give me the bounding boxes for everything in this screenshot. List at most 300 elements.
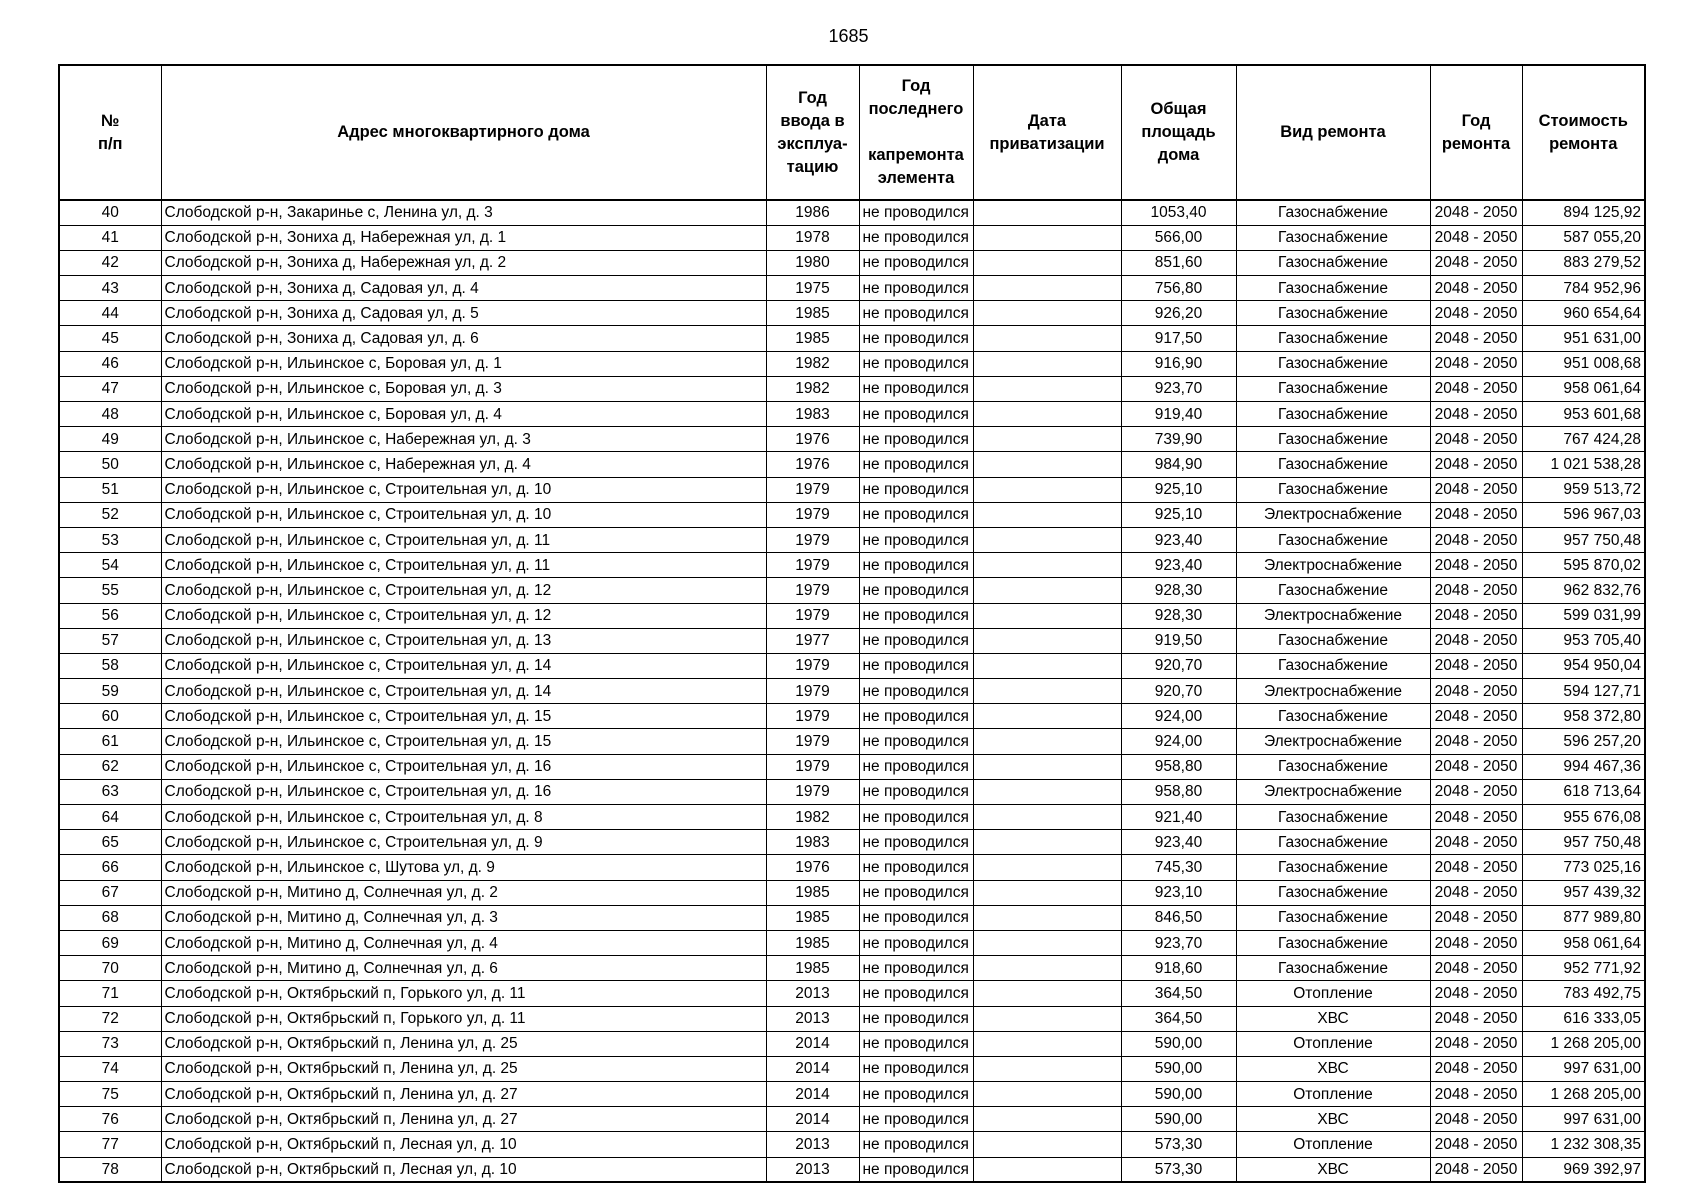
cost-cell: 957 750,48 bbox=[1522, 830, 1645, 855]
privatization-cell bbox=[973, 805, 1121, 830]
cost-cell: 962 832,76 bbox=[1522, 578, 1645, 603]
row-number-cell: 61 bbox=[59, 729, 161, 754]
repair-years-cell: 2048 - 2050 bbox=[1430, 981, 1522, 1006]
cost-cell: 953 705,40 bbox=[1522, 628, 1645, 653]
cost-cell: 587 055,20 bbox=[1522, 225, 1645, 250]
row-number-cell: 62 bbox=[59, 754, 161, 779]
table-row bbox=[59, 805, 1645, 830]
cost-cell: 959 513,72 bbox=[1522, 477, 1645, 502]
table-row bbox=[59, 452, 1645, 477]
repair-years-cell: 2048 - 2050 bbox=[1430, 276, 1522, 301]
year-built-cell: 1982 bbox=[766, 351, 859, 376]
address-cell: Слободской р-н, Ильинское с, Строительная ул, д. 16 bbox=[161, 779, 766, 804]
year-built-cell: 2014 bbox=[766, 1107, 859, 1132]
table-row bbox=[59, 1157, 1645, 1182]
address-cell: Слободской р-н, Зониха д, Садовая ул, д. 6 bbox=[161, 326, 766, 351]
table-row bbox=[59, 1082, 1645, 1107]
repair-years-cell: 2048 - 2050 bbox=[1430, 452, 1522, 477]
repair-years-cell: 2048 - 2050 bbox=[1430, 628, 1522, 653]
repair-years-cell: 2048 - 2050 bbox=[1430, 880, 1522, 905]
area-cell: 926,20 bbox=[1121, 301, 1236, 326]
last-repair-cell: не проводился bbox=[859, 930, 973, 955]
year-built-cell: 2014 bbox=[766, 1056, 859, 1081]
last-repair-cell: не проводился bbox=[859, 704, 973, 729]
address-cell: Слободской р-н, Ильинское с, Строительная ул, д. 8 bbox=[161, 805, 766, 830]
repair-type-cell: Газоснабжение bbox=[1236, 402, 1430, 427]
cost-cell: 596 967,03 bbox=[1522, 502, 1645, 527]
address-cell: Слободской р-н, Ильинское с, Строительная ул, д. 13 bbox=[161, 628, 766, 653]
row-number-cell: 64 bbox=[59, 805, 161, 830]
cost-cell: 952 771,92 bbox=[1522, 956, 1645, 981]
last-repair-cell: не проводился bbox=[859, 956, 973, 981]
last-repair-cell: не проводился bbox=[859, 376, 973, 401]
table-row bbox=[59, 653, 1645, 678]
repair-years-cell: 2048 - 2050 bbox=[1430, 402, 1522, 427]
privatization-cell bbox=[973, 452, 1121, 477]
row-number-cell: 71 bbox=[59, 981, 161, 1006]
repair-type-cell: ХВС bbox=[1236, 1107, 1430, 1132]
area-cell: 590,00 bbox=[1121, 1082, 1236, 1107]
privatization-cell bbox=[973, 956, 1121, 981]
row-number-cell: 44 bbox=[59, 301, 161, 326]
repair-type-cell: Газоснабжение bbox=[1236, 578, 1430, 603]
area-cell: 923,10 bbox=[1121, 880, 1236, 905]
year-built-cell: 2014 bbox=[766, 1082, 859, 1107]
address-cell: Слободской р-н, Зониха д, Набережная ул, д. 1 bbox=[161, 225, 766, 250]
address-cell: Слободской р-н, Ильинское с, Боровая ул, д. 3 bbox=[161, 376, 766, 401]
repair-years-cell: 2048 - 2050 bbox=[1430, 1157, 1522, 1182]
last-repair-cell: не проводился bbox=[859, 905, 973, 930]
year-built-cell: 1979 bbox=[766, 502, 859, 527]
repair-registry-table bbox=[58, 64, 1646, 1183]
table-row bbox=[59, 276, 1645, 301]
table-row bbox=[59, 729, 1645, 754]
repair-type-cell: Газоснабжение bbox=[1236, 880, 1430, 905]
table-row bbox=[59, 779, 1645, 804]
repair-years-cell: 2048 - 2050 bbox=[1430, 679, 1522, 704]
cost-cell: 596 257,20 bbox=[1522, 729, 1645, 754]
row-number-cell: 53 bbox=[59, 527, 161, 552]
row-number-cell: 56 bbox=[59, 603, 161, 628]
repair-years-cell: 2048 - 2050 bbox=[1430, 1031, 1522, 1056]
page-number: 1685 bbox=[828, 26, 869, 46]
repair-years-cell: 2048 - 2050 bbox=[1430, 502, 1522, 527]
area-cell: 566,00 bbox=[1121, 225, 1236, 250]
address-cell: Слободской р-н, Ильинское с, Строительная ул, д. 14 bbox=[161, 679, 766, 704]
cost-cell: 1 268 205,00 bbox=[1522, 1082, 1645, 1107]
cost-cell: 957 750,48 bbox=[1522, 527, 1645, 552]
last-repair-cell: не проводился bbox=[859, 200, 973, 225]
repair-years-cell: 2048 - 2050 bbox=[1430, 930, 1522, 955]
last-repair-cell: не проводился bbox=[859, 527, 973, 552]
table-row bbox=[59, 250, 1645, 275]
year-built-cell: 1979 bbox=[766, 653, 859, 678]
repair-type-cell: Отопление bbox=[1236, 1031, 1430, 1056]
repair-type-cell: Газоснабжение bbox=[1236, 830, 1430, 855]
repair-years-cell: 2048 - 2050 bbox=[1430, 1107, 1522, 1132]
address-cell: Слободской р-н, Ильинское с, Строительная ул, д. 16 bbox=[161, 754, 766, 779]
row-number-cell: 41 bbox=[59, 225, 161, 250]
table-row bbox=[59, 376, 1645, 401]
last-repair-cell: не проводился bbox=[859, 628, 973, 653]
repair-years-cell: 2048 - 2050 bbox=[1430, 855, 1522, 880]
repair-type-cell: Газоснабжение bbox=[1236, 376, 1430, 401]
table-row bbox=[59, 1107, 1645, 1132]
area-cell: 590,00 bbox=[1121, 1031, 1236, 1056]
privatization-cell bbox=[973, 628, 1121, 653]
area-cell: 918,60 bbox=[1121, 956, 1236, 981]
area-cell: 920,70 bbox=[1121, 653, 1236, 678]
last-repair-cell: не проводился bbox=[859, 830, 973, 855]
row-number-cell: 73 bbox=[59, 1031, 161, 1056]
row-number-cell: 68 bbox=[59, 905, 161, 930]
address-cell: Слободской р-н, Закаринье с, Ленина ул, д. 3 bbox=[161, 200, 766, 225]
address-cell: Слободской р-н, Митино д, Солнечная ул, д. 2 bbox=[161, 880, 766, 905]
row-number-cell: 57 bbox=[59, 628, 161, 653]
repair-type-cell: Отопление bbox=[1236, 1132, 1430, 1157]
table-row bbox=[59, 225, 1645, 250]
address-cell: Слободской р-н, Октябрьский п, Лесная ул, д. 10 bbox=[161, 1157, 766, 1182]
repair-years-cell: 2048 - 2050 bbox=[1430, 704, 1522, 729]
area-cell: 923,40 bbox=[1121, 553, 1236, 578]
table-row bbox=[59, 1031, 1645, 1056]
table-row bbox=[59, 578, 1645, 603]
year-built-cell: 1976 bbox=[766, 452, 859, 477]
cost-cell: 997 631,00 bbox=[1522, 1056, 1645, 1081]
repair-type-cell: Газоснабжение bbox=[1236, 452, 1430, 477]
repair-type-cell: Газоснабжение bbox=[1236, 250, 1430, 275]
year-built-cell: 1979 bbox=[766, 527, 859, 552]
area-cell: 928,30 bbox=[1121, 603, 1236, 628]
table-row bbox=[59, 351, 1645, 376]
cost-cell: 994 467,36 bbox=[1522, 754, 1645, 779]
table-row bbox=[59, 930, 1645, 955]
row-number-cell: 48 bbox=[59, 402, 161, 427]
address-cell: Слободской р-н, Зониха д, Садовая ул, д. 5 bbox=[161, 301, 766, 326]
year-built-cell: 1978 bbox=[766, 225, 859, 250]
table-row bbox=[59, 855, 1645, 880]
year-built-cell: 2013 bbox=[766, 1157, 859, 1182]
repair-type-cell: Электроснабжение bbox=[1236, 729, 1430, 754]
privatization-cell bbox=[973, 1157, 1121, 1182]
row-number-cell: 66 bbox=[59, 855, 161, 880]
last-repair-cell: не проводился bbox=[859, 855, 973, 880]
area-cell: 924,00 bbox=[1121, 704, 1236, 729]
cost-cell: 784 952,96 bbox=[1522, 276, 1645, 301]
repair-type-cell: Электроснабжение bbox=[1236, 603, 1430, 628]
last-repair-cell: не проводился bbox=[859, 578, 973, 603]
area-cell: 590,00 bbox=[1121, 1056, 1236, 1081]
repair-type-cell: Электроснабжение bbox=[1236, 502, 1430, 527]
header-cell-year-built: Год ввода в эксплуа- тацию bbox=[766, 65, 859, 200]
repair-years-cell: 2048 - 2050 bbox=[1430, 200, 1522, 225]
row-number-cell: 70 bbox=[59, 956, 161, 981]
address-cell: Слободской р-н, Ильинское с, Строительная ул, д. 10 bbox=[161, 477, 766, 502]
table-row bbox=[59, 956, 1645, 981]
area-cell: 923,40 bbox=[1121, 527, 1236, 552]
row-number-cell: 59 bbox=[59, 679, 161, 704]
privatization-cell bbox=[973, 250, 1121, 275]
header-cell-address: Адрес многоквартирного дома bbox=[161, 65, 766, 200]
repair-type-cell: Газоснабжение bbox=[1236, 276, 1430, 301]
area-cell: 984,90 bbox=[1121, 452, 1236, 477]
last-repair-cell: не проводился bbox=[859, 1006, 973, 1031]
repair-type-cell: ХВС bbox=[1236, 1006, 1430, 1031]
privatization-cell bbox=[973, 679, 1121, 704]
table-row bbox=[59, 301, 1645, 326]
address-cell: Слободской р-н, Ильинское с, Строительная ул, д. 12 bbox=[161, 578, 766, 603]
repair-type-cell: Отопление bbox=[1236, 1082, 1430, 1107]
year-built-cell: 1979 bbox=[766, 704, 859, 729]
row-number-cell: 60 bbox=[59, 704, 161, 729]
area-cell: 573,30 bbox=[1121, 1157, 1236, 1182]
row-number-cell: 72 bbox=[59, 1006, 161, 1031]
cost-cell: 958 061,64 bbox=[1522, 376, 1645, 401]
repair-type-cell: Электроснабжение bbox=[1236, 779, 1430, 804]
repair-years-cell: 2048 - 2050 bbox=[1430, 376, 1522, 401]
year-built-cell: 1985 bbox=[766, 880, 859, 905]
privatization-cell bbox=[973, 351, 1121, 376]
privatization-cell bbox=[973, 981, 1121, 1006]
header-row bbox=[59, 65, 1645, 200]
repair-years-cell: 2048 - 2050 bbox=[1430, 250, 1522, 275]
table-row bbox=[59, 502, 1645, 527]
last-repair-cell: не проводился bbox=[859, 1082, 973, 1107]
row-number-cell: 76 bbox=[59, 1107, 161, 1132]
privatization-cell bbox=[973, 1082, 1121, 1107]
last-repair-cell: не проводился bbox=[859, 729, 973, 754]
row-number-cell: 52 bbox=[59, 502, 161, 527]
privatization-cell bbox=[973, 427, 1121, 452]
repair-type-cell: Газоснабжение bbox=[1236, 905, 1430, 930]
repair-type-cell: Газоснабжение bbox=[1236, 930, 1430, 955]
privatization-cell bbox=[973, 553, 1121, 578]
area-cell: 919,40 bbox=[1121, 402, 1236, 427]
repair-type-cell: Газоснабжение bbox=[1236, 225, 1430, 250]
last-repair-cell: не проводился bbox=[859, 402, 973, 427]
address-cell: Слободской р-н, Ильинское с, Набережная ул, д. 3 bbox=[161, 427, 766, 452]
privatization-cell bbox=[973, 1006, 1121, 1031]
row-number-cell: 54 bbox=[59, 553, 161, 578]
repair-type-cell: ХВС bbox=[1236, 1157, 1430, 1182]
table-row bbox=[59, 553, 1645, 578]
year-built-cell: 1979 bbox=[766, 578, 859, 603]
table-row bbox=[59, 402, 1645, 427]
address-cell: Слободской р-н, Октябрьский п, Ленина ул, д. 27 bbox=[161, 1082, 766, 1107]
address-cell: Слободской р-н, Ильинское с, Боровая ул, д. 1 bbox=[161, 351, 766, 376]
last-repair-cell: не проводился bbox=[859, 351, 973, 376]
cost-cell: 958 372,80 bbox=[1522, 704, 1645, 729]
last-repair-cell: не проводился bbox=[859, 225, 973, 250]
year-built-cell: 1982 bbox=[766, 805, 859, 830]
privatization-cell bbox=[973, 1132, 1121, 1157]
table-row bbox=[59, 200, 1645, 225]
cost-cell: 783 492,75 bbox=[1522, 981, 1645, 1006]
repair-years-cell: 2048 - 2050 bbox=[1430, 427, 1522, 452]
table-row bbox=[59, 880, 1645, 905]
area-cell: 917,50 bbox=[1121, 326, 1236, 351]
area-cell: 958,80 bbox=[1121, 754, 1236, 779]
area-cell: 925,10 bbox=[1121, 477, 1236, 502]
area-cell: 919,50 bbox=[1121, 628, 1236, 653]
year-built-cell: 2013 bbox=[766, 1006, 859, 1031]
cost-cell: 894 125,92 bbox=[1522, 200, 1645, 225]
address-cell: Слободской р-н, Октябрьский п, Лесная ул, д. 10 bbox=[161, 1132, 766, 1157]
area-cell: 924,00 bbox=[1121, 729, 1236, 754]
address-cell: Слободской р-н, Ильинское с, Набережная ул, д. 4 bbox=[161, 452, 766, 477]
cost-cell: 955 676,08 bbox=[1522, 805, 1645, 830]
row-number-cell: 47 bbox=[59, 376, 161, 401]
area-cell: 923,70 bbox=[1121, 930, 1236, 955]
year-built-cell: 1980 bbox=[766, 250, 859, 275]
privatization-cell bbox=[973, 276, 1121, 301]
year-built-cell: 1979 bbox=[766, 679, 859, 704]
cost-cell: 953 601,68 bbox=[1522, 402, 1645, 427]
year-built-cell: 1976 bbox=[766, 427, 859, 452]
repair-years-cell: 2048 - 2050 bbox=[1430, 779, 1522, 804]
repair-type-cell: Газоснабжение bbox=[1236, 427, 1430, 452]
year-built-cell: 2013 bbox=[766, 981, 859, 1006]
table-row bbox=[59, 1056, 1645, 1081]
cost-cell: 951 008,68 bbox=[1522, 351, 1645, 376]
privatization-cell bbox=[973, 200, 1121, 225]
cost-cell: 1 021 538,28 bbox=[1522, 452, 1645, 477]
year-built-cell: 1983 bbox=[766, 402, 859, 427]
repair-type-cell: Газоснабжение bbox=[1236, 956, 1430, 981]
last-repair-cell: не проводился bbox=[859, 301, 973, 326]
area-cell: 916,90 bbox=[1121, 351, 1236, 376]
year-built-cell: 1979 bbox=[766, 477, 859, 502]
address-cell: Слободской р-н, Октябрьский п, Ленина ул, д. 25 bbox=[161, 1031, 766, 1056]
header-cell-repair-type: Вид ремонта bbox=[1236, 65, 1430, 200]
privatization-cell bbox=[973, 578, 1121, 603]
repair-years-cell: 2048 - 2050 bbox=[1430, 527, 1522, 552]
cost-cell: 877 989,80 bbox=[1522, 905, 1645, 930]
repair-years-cell: 2048 - 2050 bbox=[1430, 805, 1522, 830]
cost-cell: 969 392,97 bbox=[1522, 1157, 1645, 1182]
repair-years-cell: 2048 - 2050 bbox=[1430, 351, 1522, 376]
table-row bbox=[59, 326, 1645, 351]
address-cell: Слободской р-н, Октябрьский п, Горького ул, д. 11 bbox=[161, 1006, 766, 1031]
privatization-cell bbox=[973, 376, 1121, 401]
last-repair-cell: не проводился bbox=[859, 1132, 973, 1157]
year-built-cell: 1983 bbox=[766, 830, 859, 855]
table-row bbox=[59, 1132, 1645, 1157]
year-built-cell: 2013 bbox=[766, 1132, 859, 1157]
repair-type-cell: Газоснабжение bbox=[1236, 200, 1430, 225]
table-row bbox=[59, 477, 1645, 502]
row-number-cell: 46 bbox=[59, 351, 161, 376]
table-row bbox=[59, 704, 1645, 729]
last-repair-cell: не проводился bbox=[859, 1157, 973, 1182]
repair-years-cell: 2048 - 2050 bbox=[1430, 225, 1522, 250]
last-repair-cell: не проводился bbox=[859, 805, 973, 830]
table-row bbox=[59, 754, 1645, 779]
address-cell: Слободской р-н, Зониха д, Садовая ул, д. 4 bbox=[161, 276, 766, 301]
address-cell: Слободской р-н, Октябрьский п, Горького ул, д. 11 bbox=[161, 981, 766, 1006]
row-number-cell: 45 bbox=[59, 326, 161, 351]
year-built-cell: 1985 bbox=[766, 905, 859, 930]
privatization-cell bbox=[973, 930, 1121, 955]
area-cell: 745,30 bbox=[1121, 855, 1236, 880]
table-body bbox=[59, 200, 1645, 1182]
repair-type-cell: Газоснабжение bbox=[1236, 754, 1430, 779]
address-cell: Слободской р-н, Митино д, Солнечная ул, д. 3 bbox=[161, 905, 766, 930]
last-repair-cell: не проводился bbox=[859, 1107, 973, 1132]
table-row bbox=[59, 1006, 1645, 1031]
repair-type-cell: ХВС bbox=[1236, 1056, 1430, 1081]
privatization-cell bbox=[973, 1056, 1121, 1081]
area-cell: 928,30 bbox=[1121, 578, 1236, 603]
year-built-cell: 1976 bbox=[766, 855, 859, 880]
last-repair-cell: не проводился bbox=[859, 250, 973, 275]
row-number-cell: 55 bbox=[59, 578, 161, 603]
repair-years-cell: 2048 - 2050 bbox=[1430, 326, 1522, 351]
last-repair-cell: не проводился bbox=[859, 981, 973, 1006]
row-number-cell: 78 bbox=[59, 1157, 161, 1182]
privatization-cell bbox=[973, 326, 1121, 351]
address-cell: Слободской р-н, Зониха д, Набережная ул, д. 2 bbox=[161, 250, 766, 275]
row-number-cell: 40 bbox=[59, 200, 161, 225]
row-number-cell: 69 bbox=[59, 930, 161, 955]
year-built-cell: 1985 bbox=[766, 326, 859, 351]
last-repair-cell: не проводился bbox=[859, 276, 973, 301]
cost-cell: 958 061,64 bbox=[1522, 930, 1645, 955]
repair-type-cell: Газоснабжение bbox=[1236, 477, 1430, 502]
address-cell: Слободской р-н, Ильинское с, Строительная ул, д. 12 bbox=[161, 603, 766, 628]
last-repair-cell: не проводился bbox=[859, 452, 973, 477]
area-cell: 920,70 bbox=[1121, 679, 1236, 704]
year-built-cell: 1985 bbox=[766, 956, 859, 981]
cost-cell: 1 232 308,35 bbox=[1522, 1132, 1645, 1157]
cost-cell: 951 631,00 bbox=[1522, 326, 1645, 351]
repair-type-cell: Газоснабжение bbox=[1236, 653, 1430, 678]
privatization-cell bbox=[973, 880, 1121, 905]
repair-years-cell: 2048 - 2050 bbox=[1430, 1132, 1522, 1157]
year-built-cell: 1985 bbox=[766, 930, 859, 955]
repair-type-cell: Газоснабжение bbox=[1236, 704, 1430, 729]
privatization-cell bbox=[973, 704, 1121, 729]
address-cell: Слободской р-н, Ильинское с, Строительная ул, д. 11 bbox=[161, 553, 766, 578]
cost-cell: 957 439,32 bbox=[1522, 880, 1645, 905]
privatization-cell bbox=[973, 502, 1121, 527]
area-cell: 958,80 bbox=[1121, 779, 1236, 804]
cost-cell: 616 333,05 bbox=[1522, 1006, 1645, 1031]
header-cell-area: Общая площадь дома bbox=[1121, 65, 1236, 200]
last-repair-cell: не проводился bbox=[859, 779, 973, 804]
last-repair-cell: не проводился bbox=[859, 326, 973, 351]
area-cell: 756,80 bbox=[1121, 276, 1236, 301]
cost-cell: 767 424,28 bbox=[1522, 427, 1645, 452]
address-cell: Слободской р-н, Ильинское с, Боровая ул, д. 4 bbox=[161, 402, 766, 427]
area-cell: 923,40 bbox=[1121, 830, 1236, 855]
repair-type-cell: Отопление bbox=[1236, 981, 1430, 1006]
header-cell-repair-years: Год ремонта bbox=[1430, 65, 1522, 200]
table-row bbox=[59, 981, 1645, 1006]
cost-cell: 954 950,04 bbox=[1522, 653, 1645, 678]
table-row bbox=[59, 628, 1645, 653]
repair-years-cell: 2048 - 2050 bbox=[1430, 1056, 1522, 1081]
area-cell: 851,60 bbox=[1121, 250, 1236, 275]
address-cell: Слободской р-н, Октябрьский п, Ленина ул, д. 27 bbox=[161, 1107, 766, 1132]
repair-years-cell: 2048 - 2050 bbox=[1430, 956, 1522, 981]
privatization-cell bbox=[973, 225, 1121, 250]
area-cell: 364,50 bbox=[1121, 981, 1236, 1006]
privatization-cell bbox=[973, 527, 1121, 552]
table-row bbox=[59, 427, 1645, 452]
repair-type-cell: Электроснабжение bbox=[1236, 553, 1430, 578]
area-cell: 590,00 bbox=[1121, 1107, 1236, 1132]
